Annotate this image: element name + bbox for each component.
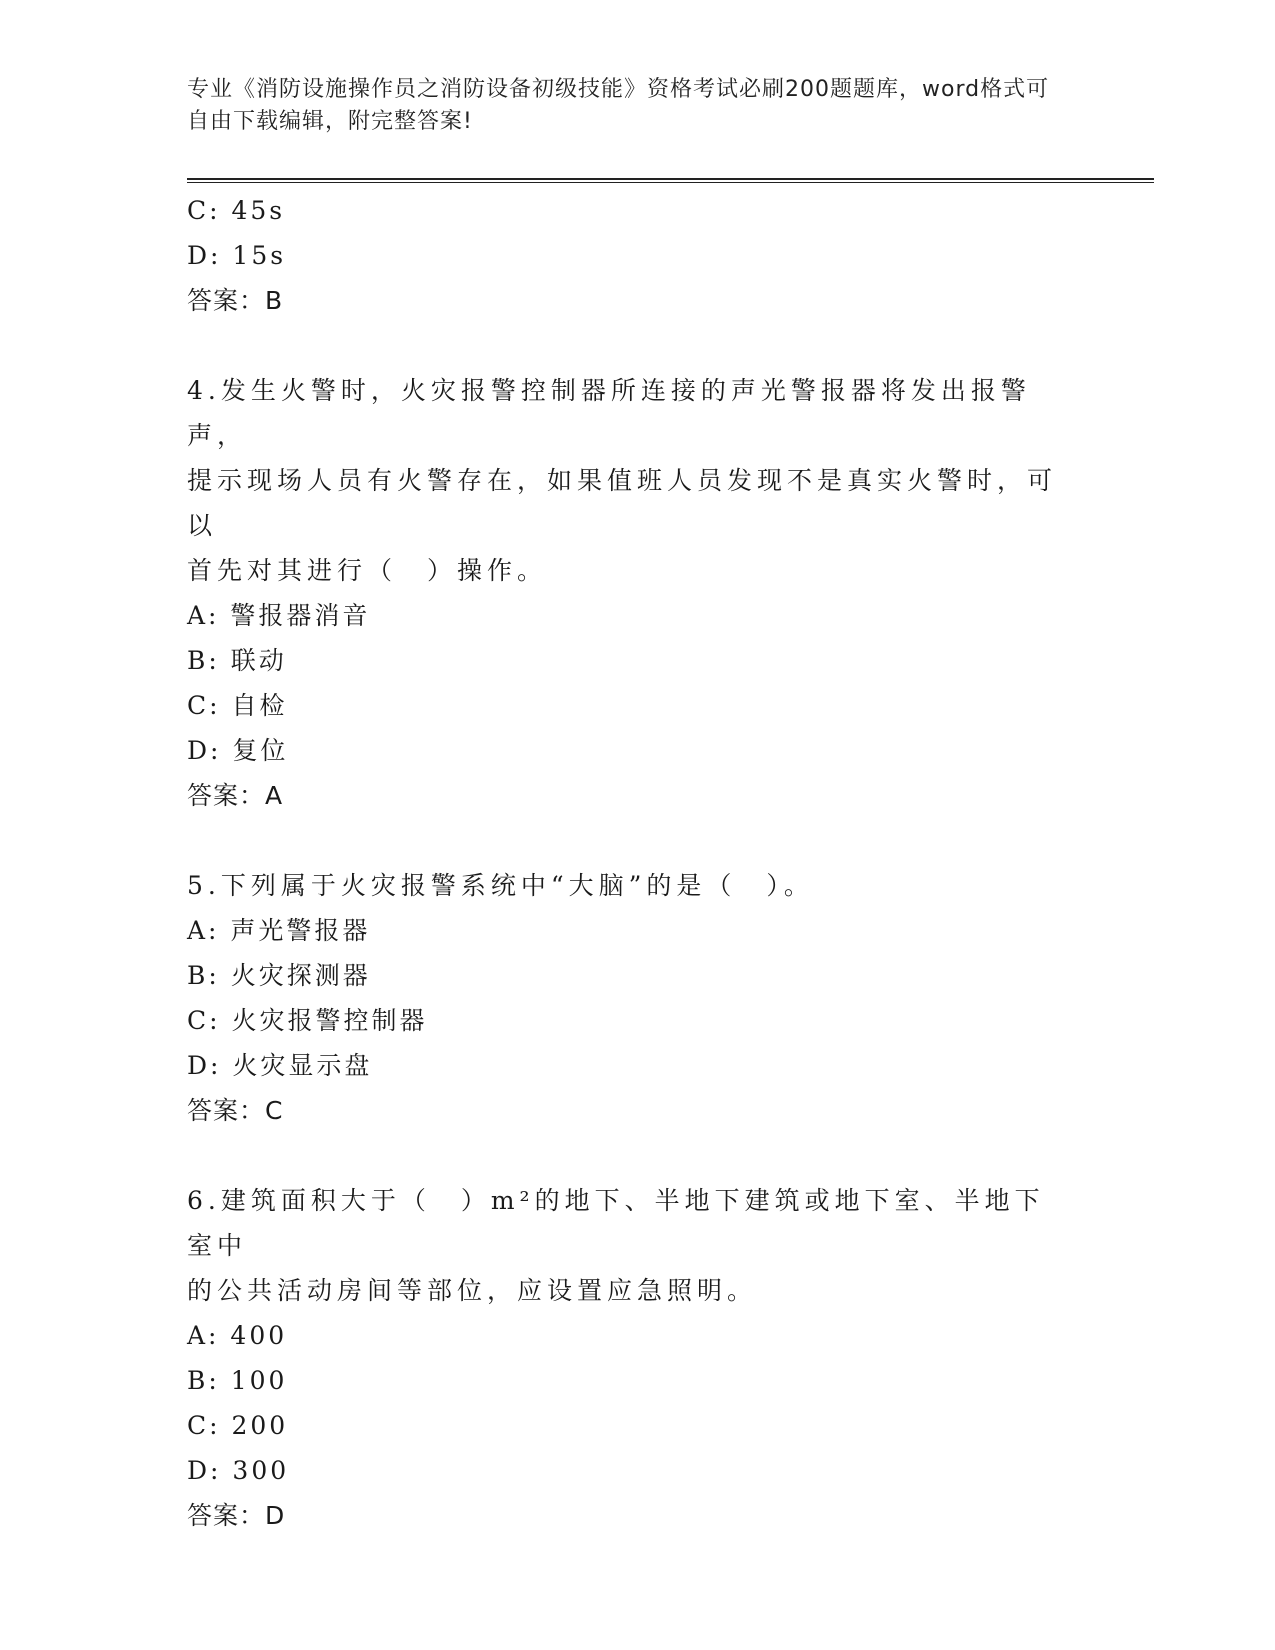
question-4 (187, 368, 1067, 818)
option-d: D: 300 (187, 1456, 290, 1485)
question-3-continued (187, 188, 1067, 323)
question-5 (187, 863, 1067, 1133)
option-c: C: 自检 (187, 691, 288, 720)
question-text-line: 提示现场人员有火警存在，如果值班人员发现不是真实火警时，可以 (187, 466, 1058, 540)
question-text-line: 6.建筑面积大于（ ）m²的地下、半地下建筑或地下室、半地下室中 (187, 1186, 1045, 1260)
option-b: B: 100 (187, 1366, 288, 1395)
document-header-title: 专业《消防设施操作员之消防设备初级技能》资格考试必刷200题题库，word格式可自由下载编辑，附完整答案! (187, 77, 1050, 134)
header-divider (187, 178, 1154, 183)
question-text-line: 的公共活动房间等部位，应设置应急照明。 (187, 1276, 758, 1305)
option-a: A: 警报器消音 (187, 601, 371, 630)
question-text-line: 首先对其进行（ ）操作。 (187, 556, 548, 585)
document-body (187, 188, 1067, 1538)
option-c: C: 45s (187, 196, 286, 225)
answer-line: 答案：C (187, 1096, 284, 1125)
answer-line: 答案：B (187, 286, 284, 315)
option-a: A: 400 (187, 1321, 288, 1350)
option-d: D: 火灾显示盘 (187, 1051, 373, 1080)
spacer (187, 323, 1067, 368)
option-a: A: 声光警报器 (187, 916, 371, 945)
answer-line: 答案：D (187, 1501, 286, 1530)
option-d: D: 复位 (187, 736, 289, 765)
option-c: C: 火灾报警控制器 (187, 1006, 428, 1035)
option-d: D: 15s (187, 241, 287, 270)
answer-line: 答案：A (187, 781, 284, 810)
spacer (187, 818, 1067, 863)
option-b: B: 火灾探测器 (187, 961, 371, 990)
question-text-line: 4.发生火警时，火灾报警控制器所连接的声光警报器将发出报警声， (187, 376, 1031, 450)
option-c: C: 200 (187, 1411, 289, 1440)
question-6 (187, 1178, 1067, 1538)
spacer (187, 1133, 1067, 1178)
option-b: B: 联动 (187, 646, 287, 675)
question-text-line: 5.下列属于火灾报警系统中“大脑”的是（ ）。 (187, 871, 814, 900)
